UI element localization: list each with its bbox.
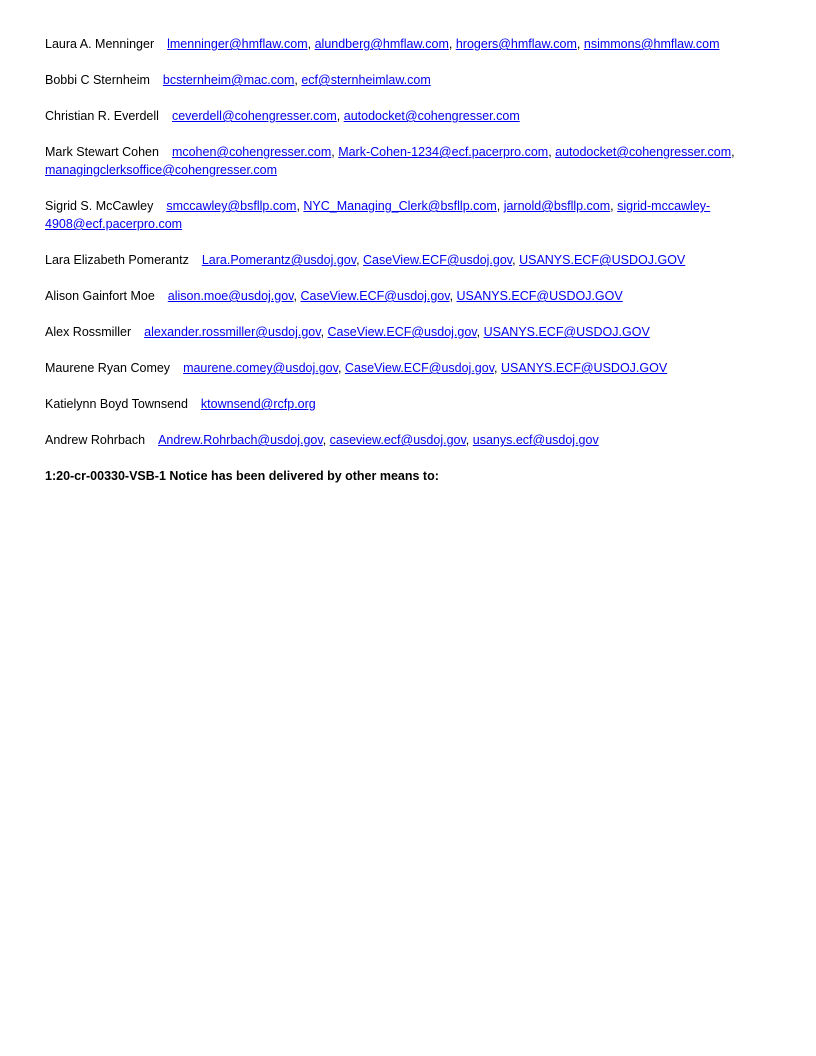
email-link[interactable]: ecf@sternheimlaw.com [301, 73, 431, 87]
recipient-name: Andrew Rohrbach [45, 433, 146, 447]
recipient-entry: Christian R. Everdell ceverdell@cohengresser.com, autodocket@cohengresser.com [45, 109, 520, 123]
email-link[interactable]: CaseView.ECF@usdoj.gov [363, 253, 513, 267]
recipient-entry: Laura A. Menninger lmenninger@hmflaw.com, alundberg@hmflaw.com, hrogers@hmflaw.com, nsimmons@hmflaw.com [45, 37, 720, 51]
email-link[interactable]: ceverdell@cohengresser.com [171, 109, 337, 123]
recipient-entry: Maurene Ryan Comey maurene.comey@usdoj.gov, CaseView.ECF@usdoj.gov, USANYS.ECF@USDOJ.GOV [45, 361, 668, 375]
recipient-name: Christian R. Everdell [45, 109, 159, 123]
email-link[interactable]: lmenninger@hmflaw.com [167, 37, 308, 51]
recipient-name: Laura A. Menninger [45, 37, 155, 51]
email-link[interactable]: nsimmons@hmflaw.com [583, 37, 720, 51]
recipient-name: Alex Rossmiller [45, 325, 132, 339]
email-link[interactable]: hrogers@hmflaw.com [455, 37, 577, 51]
recipient-name: Mark Stewart Cohen [45, 145, 159, 159]
recipient-entry: Alison Gainfort Moe alison.moe@usdoj.gov, CaseView.ECF@usdoj.gov, USANYS.ECF@USDOJ.GOV [45, 289, 623, 303]
email-link[interactable]: alison.moe@usdoj.gov [167, 289, 294, 303]
recipient-name: Katielynn Boyd Townsend [45, 397, 188, 411]
email-link[interactable]: CaseView.ECF@usdoj.gov [327, 325, 477, 339]
recipient-name: Alison Gainfort Moe [45, 289, 155, 303]
email-link[interactable]: sigrid-mccawley-4908@ecf.pacerpro.com [45, 199, 711, 231]
email-link[interactable]: jarnold@bsfllp.com [503, 199, 611, 213]
email-link[interactable]: maurene.comey@usdoj.gov [183, 361, 338, 375]
email-link[interactable]: CaseView.ECF@usdoj.gov [300, 289, 450, 303]
recipient-entry: Lara Elizabeth Pomerantz Lara.Pomerantz@usdoj.gov, CaseView.ECF@usdoj.gov, USANYS.ECF@USDOJ.GOV [45, 253, 686, 267]
email-link[interactable]: mcohen@cohengresser.com [171, 145, 332, 159]
document-page [45, 35, 775, 485]
recipient-entry [45, 395, 775, 413]
notice-recipient-list [45, 35, 775, 449]
recipient-entry: Mark Stewart Cohen mcohen@cohengresser.com, Mark-Cohen-1234@ecf.pacerpro.com, autodocket@cohengresser.com, managingclerksoffice@cohengresser.com [45, 145, 735, 177]
email-link[interactable]: caseview.ecf@usdoj.gov [329, 433, 466, 447]
recipient-entry: Andrew Rohrbach Andrew.Rohrbach@usdoj.gov, caseview.ecf@usdoj.gov, usanys.ecf@usdoj.gov [45, 433, 599, 447]
email-link[interactable]: USANYS.ECF@USDOJ.GOV [500, 361, 668, 375]
email-link[interactable]: usanys.ecf@usdoj.gov [472, 433, 599, 447]
email-link[interactable]: CaseView.ECF@usdoj.gov [344, 361, 495, 375]
recipient-name: Maurene Ryan Comey [45, 361, 171, 375]
email-link[interactable]: USANYS.ECF@USDOJ.GOV [456, 289, 623, 303]
email-link[interactable]: NYC_Managing_Clerk@bsfllp.com [303, 199, 497, 213]
recipient-entry: Bobbi C Sternheim bcsternheim@mac.com, ecf@sternheimlaw.com [45, 73, 431, 87]
recipient-name: Lara Elizabeth Pomerantz [45, 253, 189, 267]
email-link[interactable]: alundberg@hmflaw.com [314, 37, 449, 51]
recipient-entry: Sigrid S. McCawley smccawley@bsfllp.com, NYC_Managing_Clerk@bsfllp.com, jarnold@bsfllp.com, sigrid-mccawley-4908@ecf.pacerpro.com [45, 199, 711, 231]
email-link[interactable]: USANYS.ECF@USDOJ.GOV [519, 253, 686, 267]
email-link[interactable]: Andrew.Rohrbach@usdoj.gov [158, 433, 323, 447]
email-link[interactable]: USANYS.ECF@USDOJ.GOV [483, 325, 650, 339]
email-link[interactable]: autodocket@cohengresser.com [343, 109, 520, 123]
email-link[interactable]: Lara.Pomerantz@usdoj.gov [201, 253, 357, 267]
email-link[interactable]: managingclerksoffice@cohengresser.com [45, 163, 278, 177]
email-link[interactable]: bcsternheim@mac.com [162, 73, 295, 87]
email-link[interactable]: alexander.rossmiller@usdoj.gov [144, 325, 321, 339]
email-link[interactable]: Mark-Cohen-1234@ecf.pacerpro.com [338, 145, 549, 159]
recipient-name: Bobbi C Sternheim [45, 73, 150, 87]
other-means-notice: 1:20-cr-00330-VSB-1 Notice has been delivered by other means to: [45, 469, 439, 483]
recipient-name: Sigrid S. McCawley [45, 199, 154, 213]
recipient-entry: Alex Rossmiller alexander.rossmiller@usdoj.gov, CaseView.ECF@usdoj.gov, USANYS.ECF@USDOJ.GOV [45, 325, 650, 339]
email-link[interactable]: ktownsend@rcfp.org [200, 397, 316, 411]
email-link[interactable]: autodocket@cohengresser.com [555, 145, 732, 159]
email-link[interactable]: smccawley@bsfllp.com [166, 199, 297, 213]
